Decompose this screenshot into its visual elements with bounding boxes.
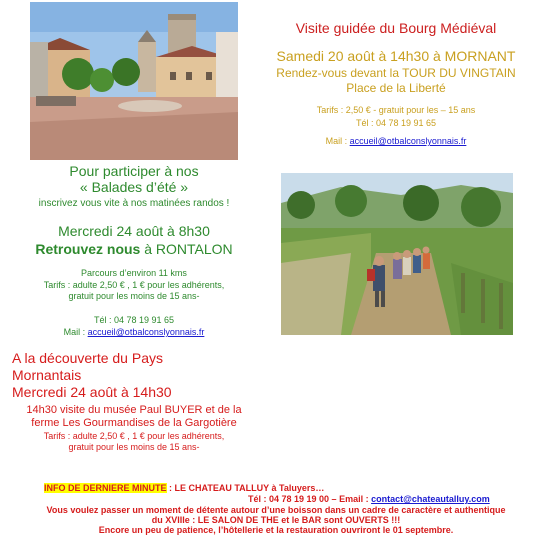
visite-date: Samedi 20 août à 14h30 à MORNANT	[276, 48, 516, 64]
decouverte-line2: Mornantais	[12, 367, 82, 383]
visite-rdv: Rendez-vous devant la TOUR DU VINGTAIN	[276, 66, 516, 80]
decouverte-desc2: ferme Les Gourmandises de la Gargotière	[31, 417, 237, 429]
balades-section	[0, 163, 268, 337]
decouverte-date: Mercredi 24 août à 14h30	[12, 384, 172, 400]
balades-date: Mercredi 24 août à 8h30	[58, 223, 210, 239]
info-line4: du XVIIIe : LE SALON DE THE et le BAR sont OUVERTS !!!	[151, 515, 401, 525]
decouverte-tarifs2: gratuit pour les moins de 15 ans-	[68, 442, 200, 452]
hikers-photo	[281, 173, 513, 335]
balades-tarifs1: Tarifs : adulte 2,50 € , 1 € pour les adhérents,	[43, 280, 225, 290]
info-tel: Tél : 04 78 19 19 00 – Email :	[248, 494, 372, 504]
balades-mail-label: Mail :	[63, 327, 88, 337]
visite-guidee-section	[252, 20, 540, 146]
decouverte-tarifs1: Tarifs : adulte 2,50 € , 1 € pour les adhérents,	[43, 431, 225, 441]
balades-line2: « Balades d’été »	[79, 179, 189, 195]
balades-line3: inscrivez vous vite à nos matinées randos !	[38, 198, 230, 209]
balades-parcours: Parcours d’environ 11 kms	[81, 268, 187, 278]
balades-retrouvez-rest: à RONTALON	[140, 241, 233, 257]
info-body	[26, 505, 526, 535]
village-square-photo	[30, 2, 238, 160]
balades-mail-link[interactable]: accueil@otbalconslyonnais.fr	[87, 327, 205, 337]
balades-retrouvez-bold: Retrouvez nous	[35, 241, 141, 257]
decouverte-section	[12, 350, 272, 400]
info-tel-line	[248, 494, 538, 504]
balades-retrouvez	[0, 241, 268, 257]
info-title-line	[44, 483, 534, 493]
decouverte-desc1: 14h30 visite du musée Paul BUYER et de la	[26, 404, 242, 416]
balades-mail-line	[0, 327, 268, 337]
balades-tarifs2: gratuit pour les moins de 15 ans-	[68, 291, 200, 301]
decouverte-details	[0, 404, 268, 452]
info-line3: Vous voulez passer un moment de détente autour d’une boisson dans un cadre de caractère et authentique	[46, 505, 506, 515]
balades-line1: Pour participer à nos	[69, 163, 199, 179]
visite-tarifs: Tarifs : 2,50 € - gratuit pour les – 15 ans	[316, 105, 476, 115]
info-line5: Encore un peu de patience, l’hôtellerie et la restauration ouvriront le 01 septembre.	[98, 525, 454, 535]
info-email-link[interactable]: contact@chateautalluy.com	[371, 494, 490, 504]
visite-mail-line	[252, 136, 540, 146]
decouverte-line1: A la découverte du Pays	[12, 350, 163, 366]
visite-mail-link[interactable]: accueil@otbalconslyonnais.fr	[349, 136, 467, 146]
info-title-rest: : LE CHATEAU TALLUY à Taluyers…	[166, 483, 325, 493]
info-highlight: INFO DE DERNIERE MINUTE	[44, 483, 167, 493]
visite-title: Visite guidée du Bourg Médiéval	[295, 20, 497, 36]
visite-place: Place de la Liberté	[346, 81, 446, 95]
visite-mail-label: Mail :	[325, 136, 350, 146]
visite-tel: Tél : 04 78 19 91 65	[355, 118, 437, 128]
balades-tel: Tél : 04 78 19 91 65	[93, 315, 175, 325]
